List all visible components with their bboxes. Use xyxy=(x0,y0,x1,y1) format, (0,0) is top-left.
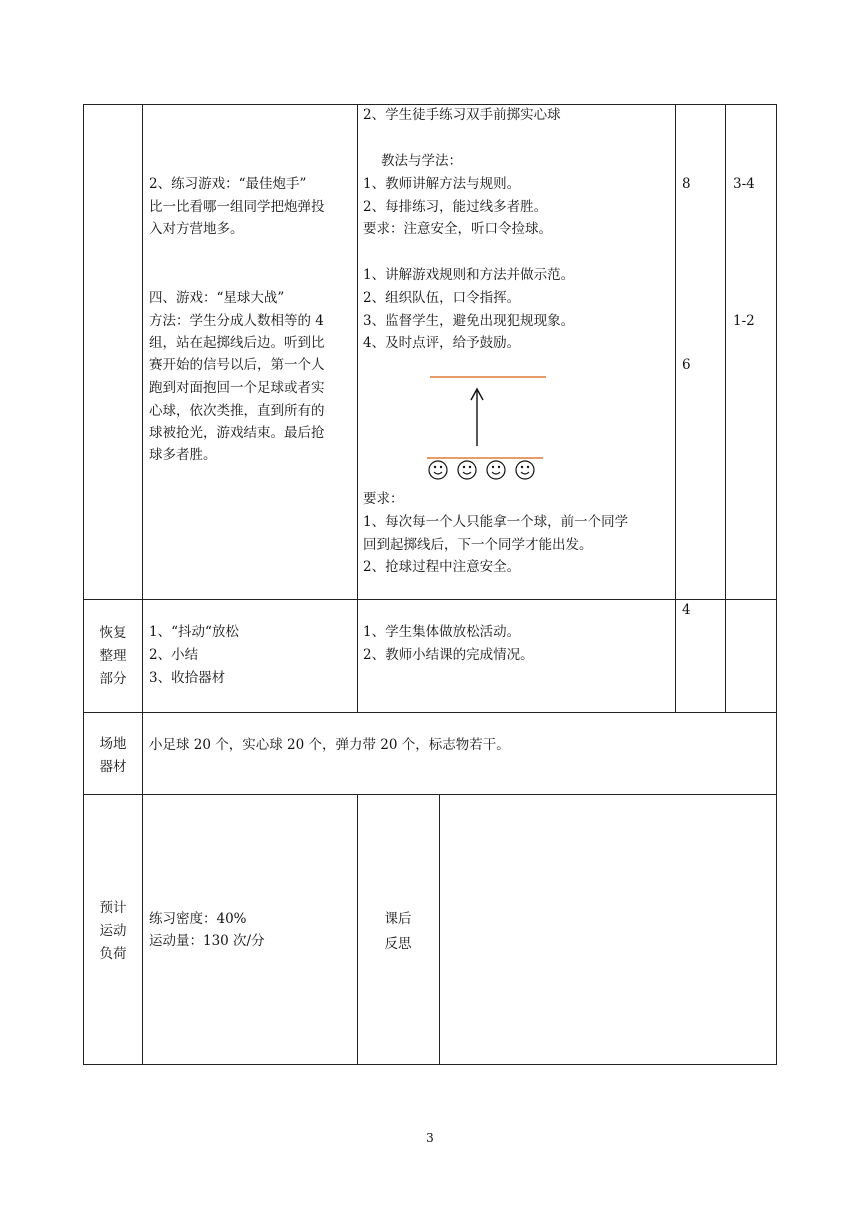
game4-desc-line-7: 球多者胜。 xyxy=(149,447,217,463)
load-label xyxy=(83,897,143,966)
requirement-1: 要求：注意安全，听口令捡球。 xyxy=(363,221,552,237)
game2-desc-line-2: 入对方营地多。 xyxy=(149,221,244,237)
method-item-1: 1、教师讲解方法与规则。 xyxy=(363,176,521,192)
game-item-3: 3、监督学生，避免出现犯规现象。 xyxy=(363,313,575,329)
page-number: 3 xyxy=(426,1131,434,1145)
reflection-label xyxy=(357,907,439,957)
equipment-label-line-2: 器材 xyxy=(99,759,127,775)
game-item-4: 4、及时点评，给予鼓励。 xyxy=(363,335,521,351)
time-value-2: 6 xyxy=(682,357,691,373)
recovery-content-1: 1、“抖动“放松 xyxy=(149,624,239,640)
load-label-line-2: 运动 xyxy=(99,923,127,939)
load-label-line-1: 预计 xyxy=(99,900,127,916)
equipment-label xyxy=(83,733,143,779)
game-item-1: 1、讲解游戏规则和方法并做示范。 xyxy=(363,267,575,283)
student-smileys xyxy=(429,461,534,479)
recovery-org-1: 1、学生集体做放松活动。 xyxy=(363,624,521,640)
smiley-face-icon xyxy=(487,461,505,479)
recovery-label xyxy=(83,622,143,691)
method-heading: 教法与学法： xyxy=(381,153,462,169)
requirement-2-item-2: 回到起掷线后，下一个同学才能出发。 xyxy=(363,537,593,553)
intensity-value-1: 3-4 xyxy=(733,176,755,192)
reflection-label-line-2: 反思 xyxy=(384,936,412,952)
smiley-face-icon xyxy=(458,461,476,479)
recovery-org-2: 2、教师小结课的完成情况。 xyxy=(363,647,534,663)
load-amount: 运动量：130 次/分 xyxy=(149,933,265,949)
intensity-value-2: 1-2 xyxy=(733,313,755,329)
recovery-label-line-3: 部分 xyxy=(99,671,127,687)
reflection-label-line-1: 课后 xyxy=(384,911,412,927)
game4-desc-line-6: 球被抢光，游戏结束。最后抢 xyxy=(149,425,325,441)
game4-desc-line-5: 心球，依次类推，直到所有的 xyxy=(149,403,325,419)
equipment-label-line-1: 场地 xyxy=(99,736,127,752)
recovery-label-line-2: 整理 xyxy=(99,648,127,664)
requirement-2-item-3: 2、抢球过程中注意安全。 xyxy=(363,559,521,575)
requirement-2-item-1: 1、每次每一个人只能拿一个球，前一个同学 xyxy=(363,514,629,530)
equipment-text: 小足球 20 个，实心球 20 个，弹力带 20 个，标志物若干。 xyxy=(149,737,510,753)
load-density: 练习密度：40% xyxy=(149,911,247,927)
method-item-2: 2、每排练习，能过线多者胜。 xyxy=(363,199,548,215)
game4-desc-line-4: 跑到对面抱回一个足球或者实 xyxy=(149,380,325,396)
recovery-content-3: 3、收拾器材 xyxy=(149,670,226,686)
game4-title: 四、游戏：“星球大战” xyxy=(149,290,285,306)
smiley-face-icon xyxy=(429,461,447,479)
requirement-2-heading: 要求： xyxy=(363,491,404,507)
game-formation-diagram xyxy=(0,0,860,600)
reflection-label-divider xyxy=(439,794,440,1065)
time-value-1: 8 xyxy=(682,176,691,192)
recovery-time: 4 xyxy=(682,602,691,618)
equipment-row-top-border xyxy=(83,712,777,713)
game4-desc-line-2: 组，站在起掷线后边。听到比 xyxy=(149,335,325,351)
recovery-label-line-1: 恢复 xyxy=(99,625,127,641)
load-label-line-3: 负荷 xyxy=(99,946,127,962)
table-bottom-border xyxy=(83,1064,777,1065)
game2-title: 2、练习游戏：“最佳炮手” xyxy=(149,176,307,192)
org-top-line: 2、学生徒手练习双手前掷实心球 xyxy=(363,107,561,123)
game2-desc-line-1: 比一比看哪一组同学把炮弹投 xyxy=(149,199,325,215)
game4-desc-line-1: 方法：学生分成人数相等的 4 xyxy=(149,313,324,329)
game4-desc-line-3: 赛开始的信号以后，第一个人 xyxy=(149,357,325,373)
game-item-2: 2、组织队伍，口令指挥。 xyxy=(363,290,521,306)
recovery-content-2: 2、小结 xyxy=(149,647,199,663)
smiley-face-icon xyxy=(516,461,534,479)
load-row-top-border xyxy=(83,794,777,795)
